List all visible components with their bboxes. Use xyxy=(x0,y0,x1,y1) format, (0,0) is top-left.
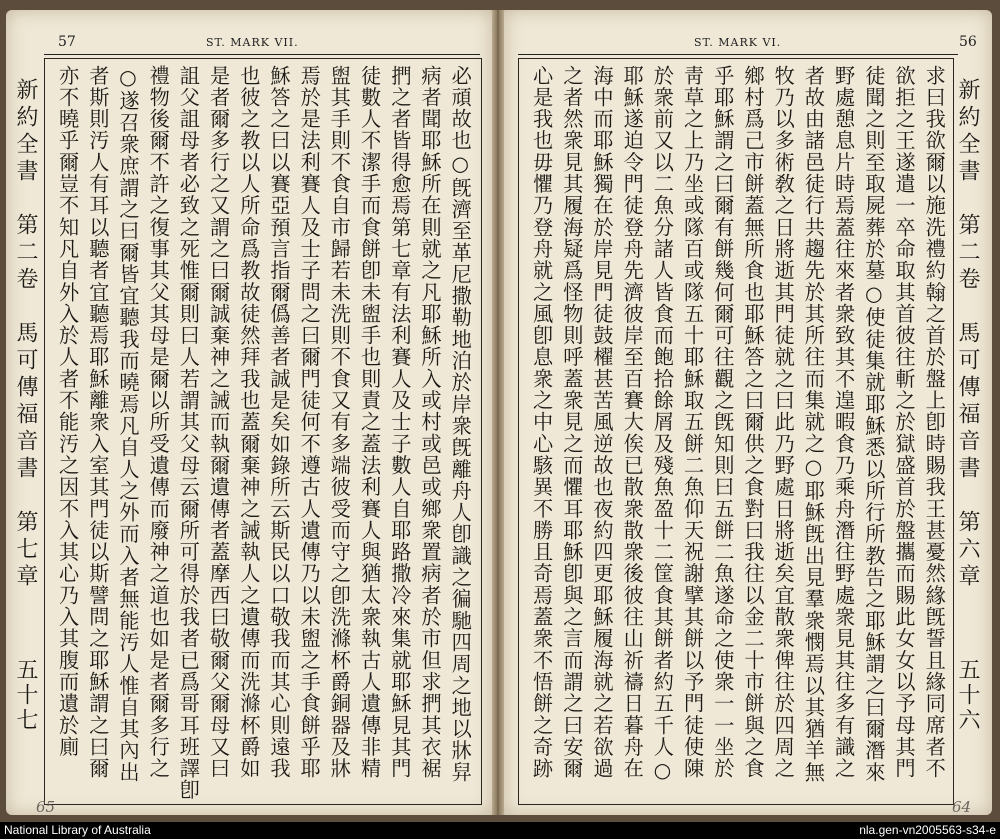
right-margin-title: 新約全書 第二卷 馬可傳福音書 第六章 xyxy=(955,78,980,591)
right-folio: 五十六 xyxy=(955,658,980,733)
left-text-column: 焉於是法利賽人及士子問之曰爾門徒何不遵古人遺傳乃以未盥之手食餅乎耶 xyxy=(297,65,322,780)
right-handwritten-number: 64 xyxy=(952,798,972,816)
left-page-number: 57 xyxy=(58,34,76,50)
right-text-column: 野處憩息片時焉蓋往來者衆致其不遑暇食乃乘舟潛往野處衆見其往多有識之 xyxy=(831,65,856,780)
footer-identifier: nla.gen-vn2005563-s34-e xyxy=(859,823,996,837)
right-text-column: 欲拒之王遂遣一卒命取其首彼往斬之於獄盛首於盤攜而賜此女女以予母其門 xyxy=(892,65,916,780)
left-text-column: 也彼之教以人所命爲教故徒然拜我也蓋爾棄神之誡執人之遺傳而洗滌杯爵如 xyxy=(236,65,261,780)
footer-credit: National Library of Australia xyxy=(4,823,151,837)
right-text-column: 徒聞之則至取屍葬於墓○使徒集就耶穌悉以所行所教告之耶穌謂之曰爾潛來 xyxy=(861,65,886,784)
right-page-number: 56 xyxy=(959,34,977,50)
left-text-column: 亦不曉乎爾豈不知凡自外入於人者不能汚之因不入其心乃入其腹而遺於廁 xyxy=(55,65,80,758)
right-text-column: 心是我也毋懼乃登舟就之風卽息衆之中心駭異不勝且奇焉蓋衆不悟餅之奇跡 xyxy=(529,65,554,780)
left-text-column: 詛父詛母者必致之死惟爾則曰人若謂其父母云爾所可得於我者已爲哥耳班譯卽 xyxy=(176,65,201,802)
left-page xyxy=(6,10,492,815)
right-text-column: 者故由諸邑徒行共趨先於其所往而集就之○耶穌旣出見羣衆憫焉以其猶羊無 xyxy=(801,65,826,784)
right-text-column: 靑草之上乃坐或隊百或隊五十耶穌取五餅二魚仰天祝謝擘其餅以予門徒使陳 xyxy=(680,65,705,780)
right-text-column: 於衆前又以二魚分諸人皆食而飽拾餘屑及殘魚盈十二筐食其餅者約五千人○ xyxy=(650,65,675,784)
left-text-column: 徒數人不潔手而食餅卽未盥手也則責之蓋法利賽人與猶太衆執古人遺傳非精 xyxy=(357,65,382,780)
left-text-column: 必頑故也○旣濟至革尼撒勒地泊於岸衆旣離舟人卽識之徧馳四周之地以牀舁 xyxy=(448,65,473,784)
right-text-column: 求曰我欲爾以施洗禮約翰之首於盤上卽時賜我王甚憂然緣旣誓且緣同席者不 xyxy=(922,65,947,780)
left-text-column: 捫之者皆得愈焉第七章有法利賽人及士子數人自耶路撒冷來集就耶穌見其門 xyxy=(387,65,412,780)
left-folio: 五十七 xyxy=(13,658,38,733)
left-handwritten-number: 65 xyxy=(36,798,56,816)
left-text-column: 病者聞耶穌所在則就之凡耶穌所入或村或邑或鄉衆置病者於市但求捫其衣裾 xyxy=(418,65,442,780)
right-text-column: 牧乃以多術敎之日將逝其門徒就之曰此乃野處日將逝矣宜散衆俾往於四周之 xyxy=(771,65,796,780)
left-header-rule xyxy=(44,54,480,55)
left-text-column: 穌答之曰以賽亞預言指爾僞善者誠是矣如錄所云斯民以口敬我而其心則遠我 xyxy=(267,65,291,780)
right-text-column: 海中而耶穌獨在於岸見門徒鼓櫂甚苦風逆故也夜約四更耶穌履海就之若欲過 xyxy=(590,65,614,780)
left-margin-title: 新約全書 第二卷 馬可傳福音書 第七章 xyxy=(13,78,38,591)
right-text-column: 鄉村爲己市餅蓋無所食也耶穌答之曰爾供之食對曰我往以金二十市餅與之食 xyxy=(741,65,765,780)
left-text-column: 禮物後爾不許之復事其父其母是爾以所受遺傳而廢神之道也如是者爾多行之 xyxy=(146,65,171,780)
right-text-column: 耶穌遂迫令門徒登舟先濟彼岸至百賽大俟已散衆散衆後彼往山祈禱日暮舟在 xyxy=(620,65,645,780)
right-text-column: 乎耶穌謂之曰爾有餅幾何爾可往觀之旣知則曰五餅二魚遂命之使衆一一坐於 xyxy=(710,65,735,780)
left-text-column: 是者爾多行之又謂之曰爾誠棄神之誡而執爾遺傳者蓋摩西曰敬爾父爾母又曰 xyxy=(206,65,231,780)
left-text-column: ○遂召衆庶謂之曰爾皆宜聽我而曉焉凡自人之外而入者無能汚人惟自其內出 xyxy=(116,65,140,784)
left-text-column: 者斯則汚人有耳以聽者宜聽焉耶穌離衆入室其門徒以斯譬問之耶穌謂之曰爾 xyxy=(85,65,110,780)
right-text-column: 之者然衆見其履海疑爲怪物則呼蓋衆見之而懼耳耶穌卽與之言而謂之曰安爾 xyxy=(559,65,584,780)
archive-footer xyxy=(0,822,1000,839)
right-header-rule xyxy=(518,54,958,55)
right-page xyxy=(504,10,992,815)
right-running-head: ST. MARK VI. xyxy=(694,36,782,49)
left-running-head: ST. MARK VII. xyxy=(206,36,299,49)
left-text-column: 盥其手則不食自市歸若未洗則不食又有多端彼受而守之卽洗滌杯爵銅器及牀 xyxy=(327,65,352,780)
